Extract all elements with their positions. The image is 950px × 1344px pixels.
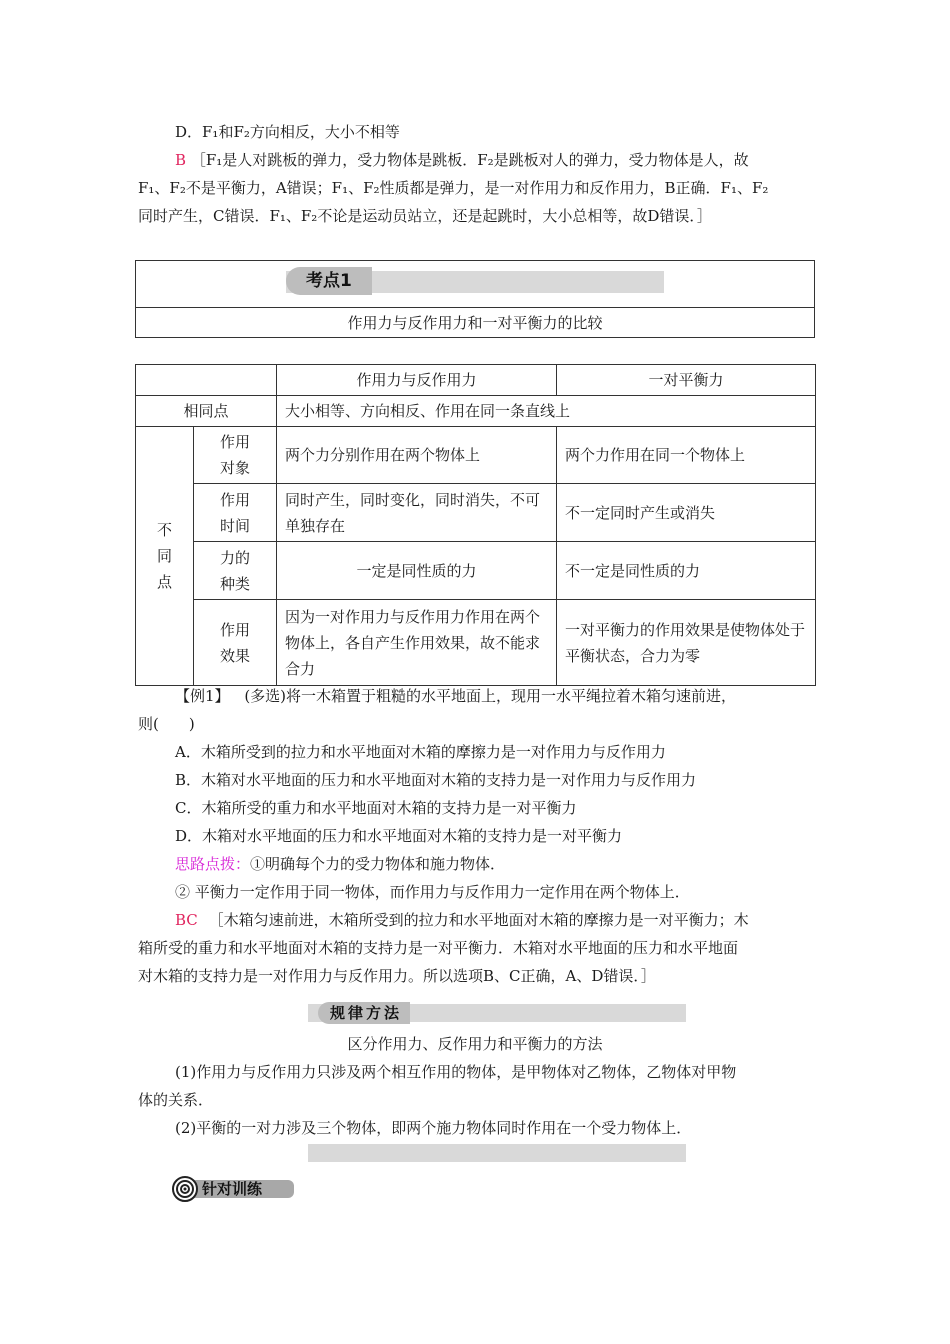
- hint-label: 思路点拨：: [175, 855, 251, 873]
- answer-letter: B: [175, 151, 187, 169]
- training-label: 针对训练: [202, 1180, 263, 1198]
- example-option-a: A．木箱所受到的拉力和水平地面对木箱的摩擦力是一对作用力与反作用力: [175, 743, 666, 761]
- diff-label: [136, 427, 194, 686]
- hint-line-1: [175, 850, 855, 878]
- row-label-line: 种类: [219, 574, 250, 593]
- table-row: [136, 427, 816, 484]
- section-title: 作用力与反作用力和一对平衡力的比较: [347, 314, 603, 332]
- same-value: 大小相等、方向相反、作用在同一条直线上: [277, 396, 816, 427]
- header-balance: 一对平衡力: [557, 365, 816, 396]
- cell-action: 一定是同性质的力: [277, 542, 557, 600]
- header-corner: [136, 365, 277, 396]
- cell-action: 因为一对作用力与反作用力作用在两个物体上，各自产生作用效果，故不能求合力: [277, 600, 557, 686]
- diff-label-char: 不: [156, 521, 172, 539]
- cell-action: 同时产生，同时变化，同时消失，不可单独存在: [277, 484, 557, 542]
- cell-balance: 不一定是同性质的力: [557, 542, 816, 600]
- table-row-same: [136, 396, 816, 427]
- cell-balance: 两个力作用在同一个物体上: [557, 427, 816, 484]
- example-stem-1: [175, 682, 855, 710]
- example-answer-line-1: [175, 906, 855, 934]
- method-p2: (2)平衡的一对力涉及三个物体，即两个施力物体同时作用在一个受力物体上．: [175, 1119, 692, 1137]
- example-option-c: C．木箱所受的重力和水平地面对木箱的支持力是一对平衡力: [175, 799, 577, 817]
- section-badge: 考点1: [306, 271, 352, 291]
- comparison-table: [135, 364, 816, 686]
- example-answer-letter: BC: [175, 911, 198, 929]
- row-label-line: 效果: [219, 646, 250, 665]
- header-action: 作用力与反作用力: [277, 365, 557, 396]
- example-option-d: D．木箱对水平地面的压力和水平地面对木箱的支持力是一对平衡力: [175, 827, 623, 845]
- answer-line-3: 同时产生，C错误．F₁、F₂不论是运动员站立，还是起跳时，大小总相等，故D错误．］: [138, 207, 712, 225]
- example-stem-text: (多选)将一木箱置于粗糙的水平地面上，现用一水平绳拉着木箱匀速前进，: [244, 687, 737, 705]
- hint-text-1: ①明确每个力的受力物体和施力物体．: [250, 855, 506, 873]
- row-label-line: 作用: [219, 490, 250, 509]
- answer-text-1: ［F₁是人对跳板的弹力，受力物体是跳板．F₂是跳板对人的弹力，受力物体是人，故: [190, 151, 749, 169]
- table-row: [136, 484, 816, 542]
- cell-balance: 不一定同时产生或消失: [557, 484, 816, 542]
- example-answer-text-1: ［木箱匀速前进，木箱所受到的拉力和水平地面对木箱的摩擦力是一对平衡力；木: [208, 911, 749, 929]
- method-p1-line1: (1)作用力与反作用力只涉及两个相互作用的物体，是甲物体对乙物体，乙物体对甲物: [175, 1063, 737, 1081]
- row-label-line: 作用: [219, 620, 250, 639]
- example-answer-line-2: 箱所受的重力和水平地面对木箱的支持力是一对平衡力．木箱对水平地面的压力和水平地面: [138, 939, 739, 957]
- method-title: 区分作用力、反作用力和平衡力的方法: [347, 1035, 603, 1053]
- same-label: 相同点: [136, 396, 277, 427]
- example-tag: 【例1】: [175, 687, 230, 705]
- training-banner: [172, 1176, 294, 1202]
- method-p1-line2: 体的关系．: [138, 1091, 214, 1109]
- row-label-line: 力的: [219, 548, 250, 567]
- diff-label-char: 同: [156, 547, 172, 565]
- example-option-b: B．木箱对水平地面的压力和水平地面对木箱的支持力是一对作用力与反作用力: [175, 771, 697, 789]
- row-label: [194, 542, 277, 600]
- answer-line-1: [175, 146, 855, 174]
- table-row: [136, 542, 816, 600]
- method-end-bar: [308, 1144, 686, 1162]
- row-label: [194, 427, 277, 484]
- table-row: [136, 600, 816, 686]
- cell-action: 两个力分别作用在两个物体上: [277, 427, 557, 484]
- row-label-line: 时间: [219, 516, 250, 535]
- example-stem-2: 则( ): [138, 715, 195, 733]
- method-badge: 规律方法: [330, 1004, 403, 1022]
- hint-line-2: ② 平衡力一定作用于同一物体，而作用力与反作用力一定作用在两个物体上．: [175, 883, 690, 901]
- row-label: [194, 600, 277, 686]
- target-icon: [172, 1176, 198, 1202]
- section-header-box: [135, 260, 815, 338]
- section-divider: [136, 307, 814, 308]
- row-label-line: 对象: [219, 459, 250, 477]
- row-label-line: 作用: [219, 433, 250, 451]
- row-label: [194, 484, 277, 542]
- cell-balance: 一对平衡力的作用效果是使物体处于平衡状态，合力为零: [557, 600, 816, 686]
- table-header-row: [136, 365, 816, 396]
- answer-line-2: F₁、F₂不是平衡力，A错误；F₁、F₂性质都是弹力，是一对作用力和反作用力，B正确．F₁、F₂: [138, 179, 769, 197]
- diff-label-char: 点: [156, 573, 172, 591]
- example-answer-line-3: 对木箱的支持力是一对作用力与反作用力。所以选项B、C正确，A、D错误．］: [138, 967, 656, 985]
- option-d: D．F₁和F₂方向相反，大小不相等: [175, 123, 400, 141]
